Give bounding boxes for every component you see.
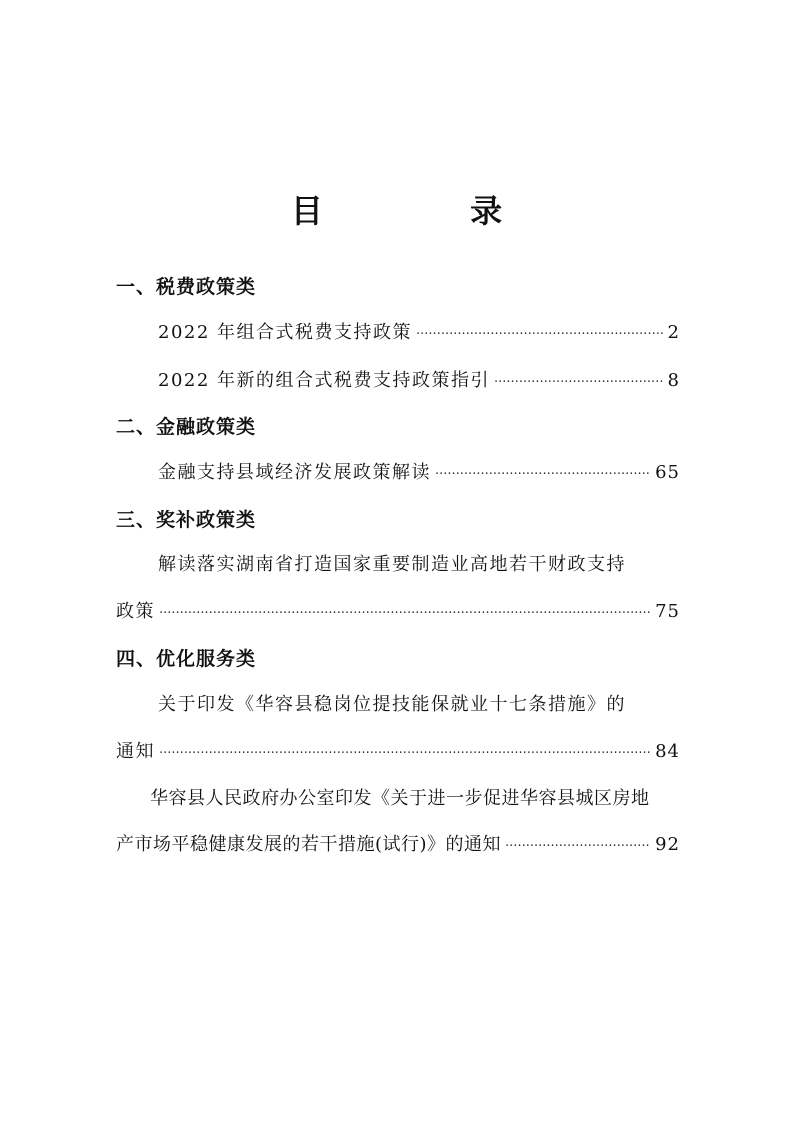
toc-entry[interactable] <box>158 458 680 484</box>
dot-leader <box>416 327 664 342</box>
toc-entry-title-line2: 通知 <box>116 741 155 762</box>
toc-page-number: 92 <box>655 834 680 855</box>
toc-entry[interactable] <box>116 597 680 623</box>
toc-entry[interactable] <box>158 366 680 392</box>
section-heading-finance: 二、金融政策类 <box>116 416 257 438</box>
page-title: 目 录 <box>290 192 571 230</box>
toc-entry-title: 2022 年组合式税费支持政策 <box>158 322 413 343</box>
dot-leader <box>505 839 651 854</box>
toc-entry-title-line1[interactable]: 华容县人民政府办公室印发《关于进一步促进华容县城区房地 <box>150 788 650 809</box>
toc-entry[interactable] <box>116 737 680 763</box>
toc-page-number: 84 <box>655 741 680 762</box>
dot-leader <box>159 746 651 761</box>
toc-entry[interactable] <box>116 830 680 856</box>
toc-page-number: 65 <box>655 462 680 483</box>
section-heading-subsidy: 三、奖补政策类 <box>116 509 257 531</box>
dot-leader <box>494 375 664 390</box>
toc-page-number: 8 <box>667 370 680 391</box>
dot-leader <box>159 606 651 621</box>
section-heading-service: 四、优化服务类 <box>116 648 257 670</box>
toc-entry-title: 2022 年新的组合式税费支持政策指引 <box>158 370 491 391</box>
section-heading-tax: 一、税费政策类 <box>116 276 257 298</box>
toc-entry-title-line1[interactable]: 关于印发《华容县稳岗位提技能保就业十七条措施》的 <box>158 694 626 715</box>
dot-leader <box>435 467 651 482</box>
toc-page-number: 2 <box>667 322 680 343</box>
toc-entry-title-line2: 政策 <box>116 601 155 622</box>
toc-entry-title: 金融支持县域经济发展政策解读 <box>158 462 431 483</box>
toc-entry-title-line1[interactable]: 解读落实湖南省打造国家重要制造业高地若干财政支持 <box>158 554 626 575</box>
toc-entry[interactable] <box>158 318 680 344</box>
toc-page-number: 75 <box>655 601 680 622</box>
toc-entry-title-line2: 产市场平稳健康发展的若干措施(试行)》的通知 <box>116 834 502 855</box>
